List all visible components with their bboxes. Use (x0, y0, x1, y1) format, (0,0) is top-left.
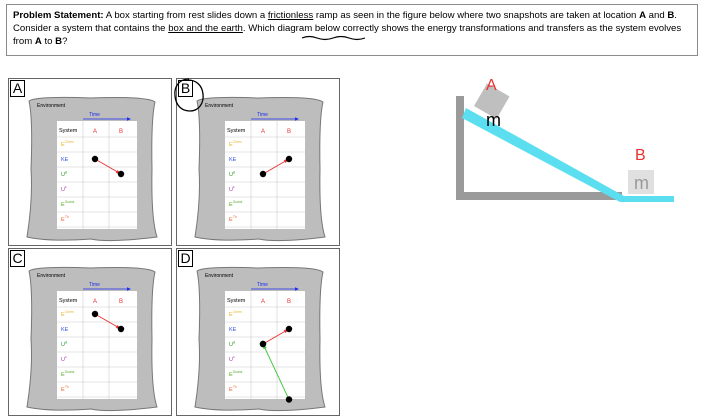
column-a-label: A (261, 129, 266, 135)
energy-dot-end (118, 326, 124, 332)
environment-label: Environment (37, 273, 66, 279)
row-label-sup: Chem (233, 310, 242, 314)
row-label-sup: g (233, 170, 235, 174)
and-word: and (646, 10, 668, 21)
underline-squiggle (301, 35, 367, 41)
problem-statement (6, 4, 698, 56)
row-label: U (229, 357, 233, 363)
label-a: A (486, 77, 497, 94)
system-label: System (227, 128, 246, 134)
location-b: B (667, 10, 675, 21)
row-label-sup: Sound (65, 200, 75, 204)
row-label: E (229, 142, 233, 148)
row-label: U (61, 357, 65, 363)
column-b-label: B (119, 299, 124, 305)
system-label: System (59, 128, 78, 134)
row-label: KE (61, 327, 69, 333)
row-label: E (61, 372, 65, 378)
row-label-sup: g (233, 340, 235, 344)
time-label: Time (257, 282, 268, 288)
row-label-sup: Sound (233, 200, 243, 204)
row-label: U (61, 342, 65, 348)
option-letter: B (178, 80, 193, 97)
floor-surface (620, 196, 674, 202)
box-and-earth-phrase: box and the earth (168, 23, 243, 35)
row-label-sup: Th (233, 215, 237, 219)
row-label: U (61, 187, 65, 193)
row-label: KE (229, 327, 237, 333)
problem-text-1: A box starting from rest slides down a (105, 10, 268, 21)
to-word: to (41, 36, 56, 48)
option-letter: A (10, 80, 25, 97)
row-label: U (61, 172, 65, 178)
mass-label-b: m (634, 173, 649, 193)
row-label: U (229, 342, 233, 348)
row-label-sup: Th (233, 385, 237, 389)
row-label: E (229, 217, 233, 223)
row-label: U (229, 172, 233, 178)
problem-text-2: ramp as seen in the figure below where two snapshots are taken at location (313, 10, 640, 21)
selection-circle (172, 76, 206, 114)
row-label-sup: g (65, 340, 67, 344)
row-label: E (61, 312, 65, 318)
row-label-sup: s (65, 185, 67, 189)
option-letter: D (178, 250, 193, 267)
energy-dot-end (286, 156, 292, 162)
row-label: E (229, 387, 233, 393)
option-a-panel[interactable] (8, 78, 172, 246)
mass-label-a: m (486, 110, 501, 130)
row-label-sup: Sound (233, 370, 243, 374)
column-a-label: A (261, 299, 266, 305)
row-label: U (229, 187, 233, 193)
system-label: System (59, 298, 78, 304)
ramp-figure (452, 72, 692, 212)
system-label: System (227, 298, 246, 304)
column-a-label: A (93, 299, 98, 305)
frictionless-word: frictionless (267, 10, 314, 21)
energy-dot-end (260, 341, 266, 347)
energy-diagram-d (177, 249, 341, 417)
column-b-label: B (287, 129, 292, 135)
energy-diagram-a (9, 79, 173, 247)
from-a: A (34, 36, 42, 48)
time-label: Time (89, 282, 100, 288)
row-label-sup: Chem (65, 140, 74, 144)
energy-diagram-c (9, 249, 173, 417)
row-label: KE (61, 157, 69, 163)
question-mark: ? (62, 36, 68, 48)
time-label: Time (257, 112, 268, 118)
row-label: E (229, 372, 233, 378)
row-label-sup: Chem (233, 140, 242, 144)
row-label: E (61, 387, 65, 393)
energy-dot-end (286, 326, 292, 332)
row-label-sup: Th (65, 215, 69, 219)
environment-label: Environment (205, 103, 234, 109)
row-label-sup: g (65, 170, 67, 174)
option-d-panel[interactable] (176, 248, 340, 416)
option-c-panel[interactable] (8, 248, 172, 416)
problem-label: Problem Statement: (13, 10, 104, 21)
row-label: KE (229, 157, 237, 163)
problem-text-4: . Which diagram below correctly shows the energy transformations and transfers as the system evolves from (13, 23, 682, 48)
row-label: E (229, 312, 233, 318)
row-label-sup: Sound (65, 370, 75, 374)
energy-dot-start (92, 311, 98, 317)
row-label: E (61, 217, 65, 223)
row-label: E (61, 142, 65, 148)
row-label: E (229, 202, 233, 208)
row-label-sup: s (65, 355, 67, 359)
row-label-sup: Th (65, 385, 69, 389)
time-label: Time (89, 112, 100, 118)
energy-dot-start (286, 396, 292, 402)
environment-label: Environment (37, 103, 66, 109)
row-label: E (61, 202, 65, 208)
environment-label: Environment (205, 273, 234, 279)
row-label-sup: s (233, 355, 235, 359)
label-b: B (635, 147, 646, 164)
problem-text-3: . Consider a system that contains the (13, 10, 677, 35)
energy-dot-start (92, 156, 98, 162)
energy-dot-end (118, 171, 124, 177)
option-letter: C (10, 250, 25, 267)
column-b-label: B (287, 299, 292, 305)
energy-dot-start (260, 171, 266, 177)
to-b: B (55, 36, 63, 48)
row-label-sup: s (233, 185, 235, 189)
column-a-label: A (93, 129, 98, 135)
location-a: A (639, 10, 646, 21)
row-label-sup: Chem (65, 310, 74, 314)
column-b-label: B (119, 129, 124, 135)
